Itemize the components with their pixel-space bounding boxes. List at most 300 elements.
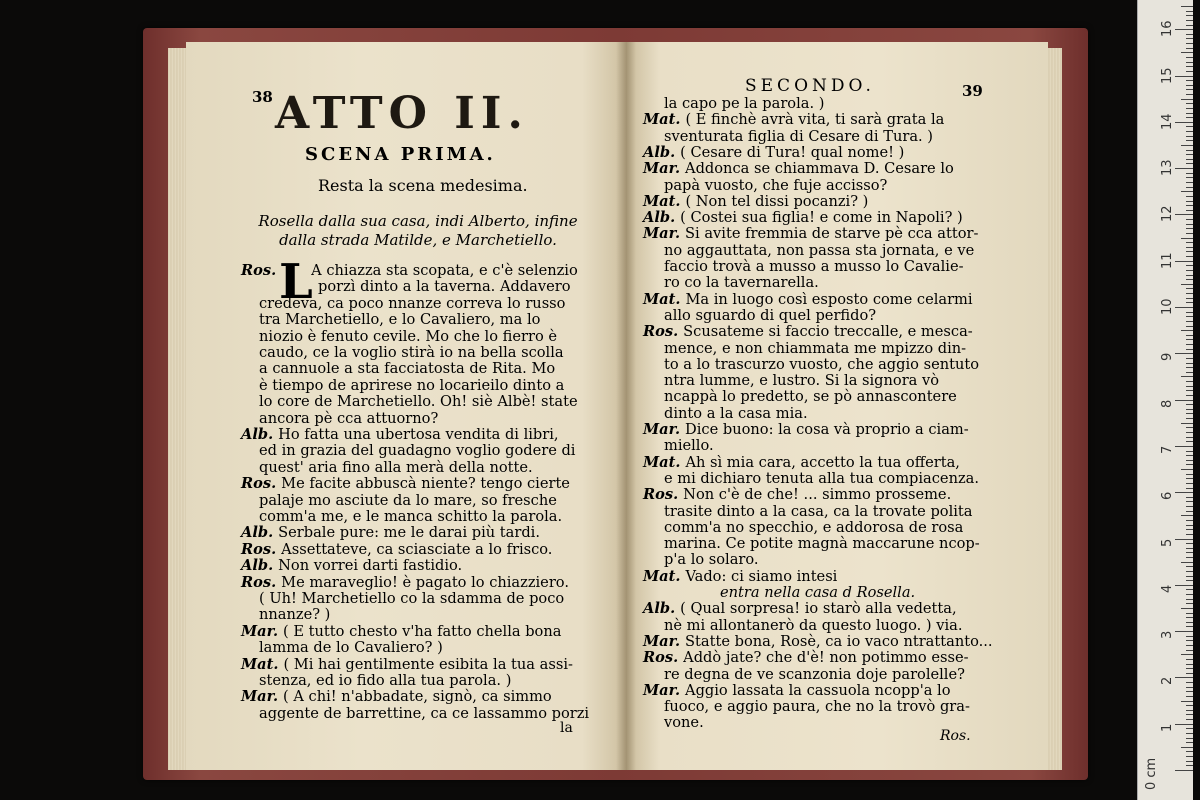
- ruler-tick: [1186, 89, 1193, 90]
- ruler-tick: [1186, 293, 1193, 294]
- ruler-tick: [1175, 76, 1193, 77]
- speaker-label: Alb.: [241, 557, 274, 575]
- ruler-number: 1: [1160, 723, 1175, 732]
- page-edges-right: [1046, 48, 1062, 770]
- ruler-tick: [1186, 742, 1193, 743]
- text-line: [643, 600, 957, 617]
- text-line: [720, 584, 915, 601]
- text-line: [259, 590, 564, 607]
- text-line: [664, 388, 957, 405]
- text-line: [664, 95, 824, 112]
- ruler-tick: [1186, 381, 1193, 382]
- ruler-tick: [1186, 659, 1193, 660]
- ruler-tick: [1175, 631, 1193, 632]
- ruler-tick: [1181, 747, 1193, 748]
- text-line: [643, 454, 960, 471]
- line-text: allo sguardo di quel perfido?: [664, 306, 877, 324]
- ruler-tick: [1186, 210, 1193, 211]
- ruler-tick: [1186, 256, 1193, 257]
- ruler-tick: [1181, 469, 1193, 470]
- ruler-tick: [1186, 205, 1193, 206]
- ruler-tick: [1186, 150, 1193, 151]
- line-text: Serbale pure: me le darai più tardi.: [278, 524, 540, 542]
- ruler-tick: [1186, 576, 1193, 577]
- speaker-label: Ros.: [241, 573, 277, 591]
- line-text: quest' aria fino alla merà della notte.: [259, 458, 533, 476]
- text-line: [318, 278, 571, 295]
- line-text: entra nella casa d Rosella.: [720, 584, 916, 601]
- text-line: [241, 688, 552, 705]
- ruler-tick: [1186, 571, 1193, 572]
- ruler-tick: [1186, 177, 1193, 178]
- ruler-tick: [1186, 710, 1193, 711]
- ruler-tick: [1186, 705, 1193, 706]
- ruler-tick: [1186, 326, 1193, 327]
- ruler-tick: [1186, 224, 1193, 225]
- ruler-tick: [1186, 247, 1193, 248]
- ruler-tick: [1186, 506, 1193, 507]
- line-text: Non c'è de che! ... simmo prosseme.: [683, 486, 952, 504]
- text-line: [664, 356, 979, 373]
- ruler-tick: [1186, 636, 1193, 637]
- ruler-number: 2: [1160, 677, 1175, 686]
- stage-direction-line: dalla strada Matilde, e Marchetiello.: [279, 231, 557, 249]
- ruler-number: 3: [1160, 630, 1175, 640]
- ruler-tick: [1186, 335, 1193, 336]
- ruler-tick: [1186, 640, 1193, 641]
- ruler-tick: [1175, 261, 1193, 262]
- text-line: [643, 633, 993, 650]
- ruler-number: 8: [1160, 399, 1175, 408]
- ruler-tick: [1186, 613, 1193, 614]
- text-line: [664, 437, 714, 454]
- text-line: [241, 262, 578, 279]
- ruler-tick: [1186, 552, 1193, 553]
- text-line: [664, 258, 964, 275]
- ruler-tick: [1186, 626, 1193, 627]
- text-line: [664, 535, 980, 552]
- speaker-label: Alb.: [241, 426, 274, 443]
- speaker-label: Ros.: [643, 486, 679, 504]
- ruler-tick: [1186, 201, 1193, 202]
- speaker-label: Mat.: [643, 453, 681, 471]
- text-line: [664, 470, 979, 487]
- ruler-tick: [1186, 497, 1193, 498]
- ruler-tick: [1186, 409, 1193, 410]
- ruler-tick: [1186, 182, 1193, 183]
- line-text: ro co la tavernarella.: [664, 274, 819, 292]
- ruler-tick: [1186, 525, 1193, 526]
- line-text: ( E tutto chesto v'ha fatto chella bona: [283, 622, 562, 640]
- line-text: ( Cesare di Tura! qual nome! ): [680, 143, 905, 161]
- speaker-label: Mat.: [643, 567, 681, 585]
- line-text: ancora pè cca attuorno?: [259, 409, 439, 427]
- line-text: aggente de barrettine, ca ce lassammo porzi: [259, 704, 590, 722]
- ruler-tick: [1186, 557, 1193, 558]
- ruler-tick: [1175, 492, 1193, 493]
- speaker-label: Mat.: [643, 192, 681, 210]
- ruler-tick: [1181, 608, 1193, 609]
- text-line: [259, 328, 557, 345]
- ruler-tick: [1186, 664, 1193, 665]
- ruler-tick: [1186, 386, 1193, 387]
- ruler-tick: [1186, 589, 1193, 590]
- ruler-tick: [1186, 316, 1193, 317]
- line-text: porzì dinto a la taverna. Addavero: [318, 278, 571, 296]
- ruler-tick: [1186, 418, 1193, 419]
- text-line: [643, 160, 954, 177]
- line-text: niozio è fenuto cevile. Mo che lo fierro è: [259, 327, 558, 345]
- ruler-tick: [1186, 728, 1193, 729]
- ruler-tick: [1186, 543, 1193, 544]
- speaker-label: Mar.: [643, 421, 681, 438]
- text-line: [259, 344, 564, 361]
- ruler-number: 9: [1160, 353, 1175, 362]
- text-line: [241, 656, 573, 673]
- text-line: [643, 111, 944, 128]
- ruler-tick: [1186, 163, 1193, 164]
- ruler-tick: [1186, 275, 1193, 276]
- ruler-tick: [1186, 20, 1193, 21]
- text-line: [259, 393, 578, 410]
- ruler-tick: [1175, 539, 1193, 540]
- ruler-tick: [1186, 173, 1193, 174]
- ruler-tick: [1186, 691, 1193, 692]
- ruler-tick: [1175, 446, 1193, 447]
- line-text: p'a lo solaro.: [664, 551, 759, 569]
- text-line: [643, 291, 973, 308]
- ruler-tick: [1186, 756, 1193, 757]
- text-line: [664, 551, 759, 568]
- ruler-label: 0 cm: [1144, 757, 1159, 790]
- text-line: [259, 295, 565, 312]
- ruler-tick: [1186, 483, 1193, 484]
- text-line: [643, 568, 837, 585]
- ruler-tick: [1186, 395, 1193, 396]
- line-text: Non vorrei darti fastidio.: [278, 557, 463, 575]
- text-line: [664, 307, 876, 324]
- line-text: palaje mo asciute da lo mare, so fresche: [259, 491, 557, 509]
- line-text: fuoco, e aggio paura, che no la trovò gra-: [664, 698, 970, 716]
- line-text: papà vuosto, che fuje accisso?: [664, 176, 888, 194]
- line-text: nnanze? ): [259, 606, 331, 624]
- text-line: [643, 486, 951, 503]
- ruler-tick: [1186, 599, 1193, 600]
- ruler-tick: [1186, 687, 1193, 688]
- ruler-tick: [1186, 682, 1193, 683]
- ruler-tick: [1186, 432, 1193, 433]
- text-line: [664, 714, 704, 731]
- line-text: Si avite fremmia de starve pè cca attor-: [685, 225, 979, 243]
- stage-direction-line: Rosella dalla sua casa, indi Alberto, infine: [258, 212, 578, 230]
- ruler-tick: [1186, 363, 1193, 364]
- ruler-tick: [1186, 673, 1193, 674]
- speaker-label: Ros.: [241, 262, 277, 279]
- line-text: dinto a la casa mia.: [664, 404, 808, 422]
- ruler-tick: [1186, 57, 1193, 58]
- ruler-tick: [1181, 191, 1193, 192]
- speaker-label: Mar.: [643, 225, 681, 243]
- ruler-tick: [1186, 140, 1193, 141]
- ruler-tick: [1186, 603, 1193, 604]
- ruler-tick: [1181, 330, 1193, 331]
- page-edges-left: [168, 48, 188, 770]
- ruler-tick: [1181, 145, 1193, 146]
- text-line: [259, 639, 443, 656]
- line-text: caudo, ce la voglio stirà io na bella scolla: [259, 344, 564, 361]
- line-text: Dice buono: la cosa và proprio a ciam-: [685, 421, 969, 438]
- speaker-label: Mat.: [643, 111, 681, 129]
- ruler-tick: [1186, 372, 1193, 373]
- text-line: [241, 623, 561, 640]
- ruler-tick: [1175, 214, 1193, 215]
- text-line: [259, 459, 533, 476]
- measurement-ruler: [1137, 0, 1193, 800]
- ruler-number: 16: [1160, 20, 1175, 38]
- line-text: to a lo trascurzo vuosto, che aggio sentuto: [664, 355, 980, 373]
- ruler-number: 15: [1160, 66, 1175, 84]
- line-text: ntra lumme, e lustro. Si la signora vò: [664, 372, 940, 390]
- line-text: re degna de ve scanzonia doje parolelle?: [664, 665, 965, 683]
- ruler-tick: [1175, 585, 1193, 586]
- ruler-tick: [1181, 52, 1193, 53]
- ruler-tick: [1186, 103, 1193, 104]
- text-line: [259, 705, 589, 722]
- speaker-label: Mar.: [241, 622, 279, 640]
- ruler-tick: [1186, 196, 1193, 197]
- ruler-tick: [1186, 650, 1193, 651]
- ruler-tick: [1186, 548, 1193, 549]
- speaker-label: Ros.: [643, 323, 679, 341]
- line-text: Statte bona, Rosè, ca io vaco ntrattanto...: [685, 632, 993, 650]
- text-line: [259, 672, 511, 689]
- ruler-number: 11: [1160, 252, 1175, 269]
- text-line: [241, 574, 569, 591]
- text-line: [664, 617, 962, 634]
- book-gutter: [616, 42, 636, 770]
- text-line: [643, 209, 963, 226]
- text-line: [259, 377, 564, 394]
- scene-setting: Resta la scena medesima.: [318, 176, 528, 195]
- speaker-label: Mar.: [643, 160, 681, 178]
- text-line: [643, 323, 973, 340]
- ruler-tick: [1186, 349, 1193, 350]
- line-text: mence, e non chiammata me mpizzo din-: [664, 339, 967, 357]
- ruler-tick: [1175, 29, 1193, 30]
- text-line: [664, 405, 808, 422]
- line-text: Me facite abbuscà niente? tengo cierte: [281, 475, 570, 493]
- ruler-tick: [1186, 580, 1193, 581]
- ruler-tick: [1186, 270, 1193, 271]
- speaker-label: Mat.: [241, 655, 279, 673]
- ruler-tick: [1175, 122, 1193, 123]
- ruler-tick: [1181, 376, 1193, 377]
- ruler-tick: [1186, 441, 1193, 442]
- text-line: [241, 541, 552, 558]
- line-text: ( Mi hai gentilmente esibita la tua assi-: [283, 655, 573, 673]
- ruler-tick: [1186, 594, 1193, 595]
- ruler-tick: [1181, 701, 1193, 702]
- text-line: [643, 193, 868, 210]
- ruler-tick: [1175, 400, 1193, 401]
- ruler-tick: [1181, 238, 1193, 239]
- line-text: e mi dichiaro tenuta alla tua compiacenza.: [664, 469, 979, 487]
- text-line: [259, 311, 540, 328]
- text-line: [664, 666, 965, 683]
- ruler-tick: [1186, 464, 1193, 465]
- ruler-tick: [1186, 38, 1193, 39]
- ruler-tick: [1186, 451, 1193, 452]
- speaker-label: Ros.: [643, 649, 679, 667]
- text-line: [259, 442, 575, 459]
- ruler-tick: [1186, 108, 1193, 109]
- ruler-tick: [1186, 751, 1193, 752]
- ruler-tick: [1181, 423, 1193, 424]
- ruler-tick: [1186, 85, 1193, 86]
- line-text: è tiempo de aprirese no locarieilo dinto a: [259, 376, 565, 394]
- text-line: [664, 274, 819, 291]
- ruler-tick: [1186, 622, 1193, 623]
- text-line: [259, 606, 330, 623]
- ruler-tick: [1186, 427, 1193, 428]
- text-line: [643, 225, 978, 242]
- ruler-tick: [1186, 358, 1193, 359]
- ruler-tick: [1186, 339, 1193, 340]
- text-line: [259, 492, 557, 509]
- ruler-tick: [1181, 562, 1193, 563]
- ruler-tick: [1186, 761, 1193, 762]
- ruler-tick: [1181, 99, 1193, 100]
- ruler-tick: [1186, 34, 1193, 35]
- ruler-tick: [1186, 136, 1193, 137]
- ruler-tick: [1186, 131, 1193, 132]
- ruler-tick: [1186, 265, 1193, 266]
- ruler-tick: [1186, 251, 1193, 252]
- text-line: [664, 372, 939, 389]
- ruler-tick: [1186, 187, 1193, 188]
- text-line: [664, 519, 963, 536]
- text-line: [664, 128, 933, 145]
- line-text: marina. Ce potite magnà maccarune ncop-: [664, 535, 980, 553]
- line-text: comm'a me, e le manca schitto la parola.: [259, 508, 563, 525]
- speaker-label: Alb.: [241, 524, 274, 542]
- ruler-tick: [1186, 534, 1193, 535]
- line-text: faccio trovà a musso a musso lo Cavalie-: [664, 258, 964, 275]
- ruler-tick: [1181, 654, 1193, 655]
- speaker-label: Alb.: [643, 209, 676, 227]
- ruler-tick: [1186, 390, 1193, 391]
- line-text: miello.: [664, 437, 714, 455]
- ruler-number: 12: [1160, 205, 1175, 223]
- ruler-number: 4: [1160, 584, 1175, 593]
- speaker-label: Alb.: [643, 143, 676, 161]
- ruler-tick: [1186, 25, 1193, 26]
- ruler-tick: [1186, 455, 1193, 456]
- line-text: sventurata figlia di Cesare di Tura. ): [664, 127, 933, 145]
- speaker-label: Ros.: [241, 540, 277, 558]
- ruler-tick: [1181, 284, 1193, 285]
- act-title: ATTO II.: [275, 88, 529, 139]
- ruler-tick: [1186, 66, 1193, 67]
- line-text: Addonca se chiammava D. Cesare lo: [685, 160, 954, 178]
- line-text: ( Non tel dissi pocanzi? ): [685, 192, 869, 210]
- ruler-tick: [1186, 474, 1193, 475]
- ruler-tick: [1186, 645, 1193, 646]
- line-text: lamma de lo Cavaliero? ): [259, 639, 443, 657]
- speaker-label: Ros.: [241, 475, 277, 493]
- ruler-tick: [1186, 43, 1193, 44]
- ruler-tick: [1186, 344, 1193, 345]
- line-text: Vado: ci siamo intesi: [685, 567, 838, 585]
- line-text: ( E finchè avrà vita, ti sarà grata la: [685, 111, 945, 129]
- line-text: Ma in luogo così esposto come celarmi: [685, 290, 973, 308]
- text-line: [259, 508, 562, 525]
- speaker-label: Mat.: [643, 290, 681, 308]
- ruler-tick: [1175, 724, 1193, 725]
- ruler-tick: [1186, 48, 1193, 49]
- line-text: a cannuole a sta facciatosta de Rita. Mo: [259, 360, 556, 378]
- line-text: lo core de Marchetiello. Oh! siè Albè! state: [259, 393, 578, 411]
- ruler-tick: [1186, 733, 1193, 734]
- line-text: no aggauttata, non passa sta jornata, e ve: [664, 241, 975, 259]
- ruler-tick: [1186, 288, 1193, 289]
- text-line: [643, 144, 904, 161]
- ruler-tick: [1181, 6, 1193, 7]
- ruler-tick: [1186, 668, 1193, 669]
- ruler-tick: [1186, 113, 1193, 114]
- ruler-tick: [1186, 696, 1193, 697]
- ruler-tick: [1181, 515, 1193, 516]
- running-head: SECONDO.: [745, 76, 875, 96]
- ruler-tick: [1186, 298, 1193, 299]
- ruler-number: 13: [1160, 159, 1175, 177]
- text-line: [664, 340, 966, 357]
- line-text: trasite dinto a la casa, ca la trovate polita: [664, 502, 973, 520]
- ruler-tick: [1186, 154, 1193, 155]
- page-number-left: 38: [252, 88, 273, 106]
- line-text: ncappà lo predetto, se pò annascontere: [664, 388, 957, 406]
- text-line: [643, 421, 969, 438]
- line-text: ( Qual sorpresa! io starò alla vedetta,: [680, 600, 957, 618]
- line-text: A chiazza sta scopata, e c'è selenzio: [311, 262, 578, 279]
- speaker-label: Alb.: [643, 600, 676, 618]
- line-text: comm'a no specchio, e addorosa de rosa: [664, 518, 964, 536]
- text-line: [241, 557, 462, 574]
- ruler-tick: [1186, 460, 1193, 461]
- ruler-tick: [1186, 71, 1193, 72]
- line-text: Ah sì mia cara, accetto la tua offerta,: [685, 453, 960, 471]
- line-text: credeva, ca poco nnanze correva lo russo: [259, 294, 566, 312]
- ruler-tick: [1186, 15, 1193, 16]
- ruler-tick: [1186, 488, 1193, 489]
- ruler-number: 10: [1160, 298, 1175, 315]
- speaker-label: Mar.: [241, 688, 279, 706]
- ruler-tick: [1186, 738, 1193, 739]
- text-line: [664, 242, 974, 259]
- ruler-tick: [1186, 242, 1193, 243]
- ruler-tick: [1186, 279, 1193, 280]
- text-line: [664, 503, 973, 520]
- text-line: [241, 475, 570, 492]
- line-text: Me maraveglio! è pagato lo chiazziero.: [281, 573, 569, 591]
- line-text: Assettateve, ca sciasciate a lo frisco.: [281, 540, 553, 558]
- ruler-tick: [1186, 302, 1193, 303]
- line-text: Scusateme si faccio treccalle, e mesca-: [683, 323, 973, 341]
- text-line: [259, 360, 555, 377]
- catchword-right: Ros.: [940, 728, 971, 744]
- ruler-tick: [1186, 413, 1193, 414]
- line-text: tra Marchetiello, e lo Cavaliero, ma lo: [259, 311, 541, 329]
